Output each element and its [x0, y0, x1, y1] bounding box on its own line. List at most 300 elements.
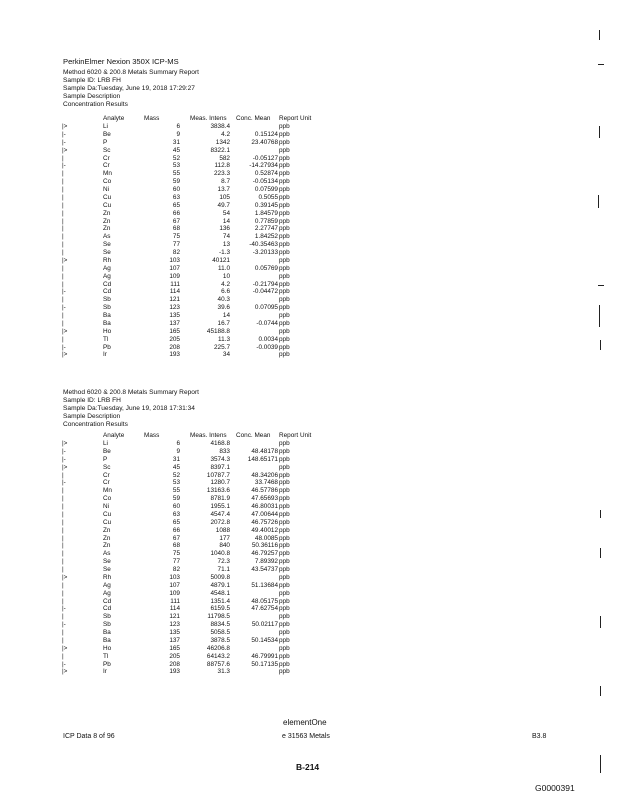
margin-mark [598, 195, 599, 208]
analyte-cell: Se [103, 566, 111, 573]
row-flag: | [62, 335, 64, 343]
intensity-cell: 14 [222, 217, 230, 225]
analyte-cell: Zn [103, 526, 111, 534]
mass-cell: 107 [169, 264, 180, 272]
table-row [60, 344, 350, 352]
intensity-cell: 840 [219, 542, 230, 550]
unit-cell: ppb [279, 636, 290, 644]
row-flag: | [62, 249, 64, 256]
table-row [60, 582, 350, 590]
table-row [60, 527, 350, 535]
analyte-cell: Cu [103, 518, 112, 526]
row-flag: | [62, 495, 64, 503]
analyte-cell: Ir [103, 668, 107, 676]
analyte-cell: Ba [103, 319, 111, 327]
table-row [60, 139, 350, 147]
intensity-cell: 64143.2 [206, 652, 230, 660]
row-flag: | [62, 193, 64, 201]
col-meas: Meas. Intens [190, 115, 227, 122]
conc-cell: 0.07095 [254, 304, 278, 312]
mass-cell: 205 [169, 335, 180, 343]
analyte-cell: Ir [103, 351, 107, 359]
unit-cell: ppb [279, 178, 290, 186]
conc-cell: 23.40768 [251, 138, 278, 146]
table-row [60, 170, 350, 178]
intensity-cell: 8.7 [221, 178, 230, 186]
unit-cell: ppb [279, 463, 290, 471]
conc-cell: 7.89392 [254, 558, 278, 566]
intensity-cell: 71.1 [217, 566, 230, 573]
table-row [60, 225, 350, 233]
table-row [60, 503, 350, 511]
analyte-cell: Zn [103, 217, 111, 225]
sample-description: Sample Description [63, 412, 121, 420]
table-row [60, 241, 350, 249]
intensity-cell: 3878.5 [210, 636, 230, 644]
analyte-cell: Cd [103, 280, 112, 288]
analyte-cell: Tl [103, 335, 109, 343]
row-flag: | [62, 652, 64, 660]
unit-cell: ppb [279, 550, 290, 558]
intensity-cell: 2072.8 [210, 518, 230, 526]
row-flag: |> [62, 256, 68, 264]
unit-cell: ppb [279, 170, 290, 178]
intensity-cell: 11.0 [218, 264, 230, 272]
conc-cell: 0.15124 [254, 130, 278, 138]
analyte-cell: Li [103, 123, 108, 130]
mass-cell: 75 [172, 550, 180, 558]
intensity-cell: 31.3 [217, 668, 230, 676]
col-mass: Mass [144, 432, 160, 439]
col-analyte: Analyte [103, 432, 125, 439]
intensity-cell: 833 [219, 447, 230, 455]
conc-cell: 50.36116 [251, 542, 278, 550]
unit-cell: ppb [279, 581, 290, 589]
table-row [60, 147, 350, 155]
mass-cell: 6 [176, 440, 180, 447]
intensity-cell: 46206.8 [206, 644, 230, 652]
table-row [60, 131, 350, 139]
intensity-cell: 13 [222, 241, 230, 249]
mass-cell: 55 [172, 170, 180, 178]
analyte-cell: Pb [103, 343, 111, 351]
table-row [60, 218, 350, 226]
row-flag: |> [62, 327, 68, 335]
analyte-cell: Zn [103, 225, 111, 233]
mass-cell: 109 [169, 272, 180, 280]
unit-cell: ppb [279, 241, 290, 249]
intensity-cell: 177 [219, 534, 230, 542]
unit-cell: ppb [279, 304, 290, 312]
conc-cell: 51.13684 [251, 581, 278, 589]
analyte-cell: Co [103, 178, 112, 186]
conc-cell: -3.20133 [252, 249, 278, 256]
mass-cell: 82 [172, 566, 180, 573]
analyte-cell: Se [103, 241, 111, 249]
table-row [60, 464, 350, 472]
mass-cell: 63 [172, 193, 180, 201]
mass-cell: 53 [172, 162, 180, 170]
mass-cell: 208 [169, 343, 180, 351]
margin-mark [600, 510, 601, 518]
conc-cell: 43.54737 [251, 566, 278, 573]
table-row [60, 186, 350, 194]
conc-cell: 1.84579 [254, 209, 278, 217]
analyte-cell: Sb [103, 621, 111, 629]
table-row [60, 296, 350, 304]
row-flag: |> [62, 644, 68, 652]
mass-cell: 111 [170, 280, 180, 288]
col-unit: Report Unit [279, 432, 312, 439]
results-label: Concentration Results [63, 100, 128, 108]
margin-mark [600, 616, 601, 628]
conc-cell: -0.05134 [252, 178, 278, 186]
row-flag: | [62, 272, 64, 280]
intensity-cell: 1280.7 [210, 479, 230, 487]
row-flag: | [62, 233, 64, 241]
analyte-cell: Rh [103, 256, 112, 264]
instrument-title: PerkinElmer Nexion 350X ICP-MS [63, 57, 179, 66]
analyte-cell: Ag [103, 589, 111, 597]
unit-cell: ppb [279, 138, 290, 146]
intensity-cell: 4.2 [221, 280, 230, 288]
table-row [60, 288, 350, 296]
intensity-cell: 1040.8 [210, 550, 230, 558]
mass-cell: 123 [169, 304, 180, 312]
table-row [60, 535, 350, 543]
unit-cell: ppb [279, 495, 290, 503]
analyte-cell: Sb [103, 296, 111, 304]
row-flag: |- [62, 130, 66, 138]
sample-id: Sample ID: LRB FH [63, 396, 121, 404]
table-row [60, 590, 350, 598]
mass-cell: 68 [172, 542, 180, 550]
unit-cell: ppb [279, 201, 290, 209]
table-row [60, 487, 350, 495]
margin-mark [600, 755, 601, 773]
mass-cell: 107 [169, 581, 180, 589]
mass-cell: 121 [169, 296, 180, 304]
mass-cell: 9 [176, 447, 180, 455]
mass-cell: 45 [172, 463, 180, 471]
row-flag: |- [62, 660, 66, 668]
results-table-2 [60, 432, 350, 676]
row-flag: | [62, 170, 64, 178]
analyte-cell: Ag [103, 581, 111, 589]
mass-cell: 59 [172, 495, 180, 503]
table-row [60, 336, 350, 344]
analyte-cell: Be [103, 447, 111, 455]
mass-cell: 114 [169, 288, 180, 296]
unit-cell: ppb [279, 123, 290, 130]
margin-mark [599, 305, 600, 327]
analyte-cell: Cu [103, 201, 112, 209]
unit-cell: ppb [279, 327, 290, 335]
table-row [60, 233, 350, 241]
row-flag: |- [62, 288, 66, 296]
intensity-cell: 1955.1 [210, 503, 230, 510]
row-flag: | [62, 225, 64, 233]
intensity-cell: 13163.6 [206, 487, 230, 495]
intensity-cell: 223.3 [214, 170, 230, 178]
conc-cell: 50.17135 [251, 660, 278, 668]
table-row [60, 210, 350, 218]
analyte-cell: Ag [103, 264, 111, 272]
analyte-cell: P [103, 455, 108, 463]
unit-cell: ppb [279, 487, 290, 495]
unit-cell: ppb [279, 440, 290, 447]
sample-date: Sample Da:Tuesday, June 19, 2018 17:29:27 [63, 84, 195, 92]
table-row [60, 155, 350, 163]
unit-cell: ppb [279, 613, 290, 621]
row-flag: | [62, 217, 64, 225]
intensity-cell: 6159.5 [210, 605, 230, 613]
sample-date: Sample Da:Tuesday, June 19, 2018 17:31:34 [63, 404, 195, 412]
mass-cell: 103 [169, 573, 180, 581]
unit-cell: ppb [279, 193, 290, 201]
col-conc: Conc. Mean [236, 432, 271, 439]
intensity-cell: 45188.8 [206, 327, 230, 335]
table-row [60, 668, 350, 676]
analyte-cell: Co [103, 495, 112, 503]
unit-cell: ppb [279, 455, 290, 463]
mass-cell: 45 [172, 146, 180, 154]
analyte-cell: Ba [103, 629, 111, 636]
unit-cell: ppb [279, 518, 290, 526]
conc-cell: 48.0085 [254, 534, 278, 542]
row-flag: | [62, 186, 64, 193]
conc-cell: 0.39145 [254, 201, 278, 209]
row-flag: |> [62, 440, 68, 447]
table-row [60, 653, 350, 661]
intensity-cell: 4879.1 [210, 581, 230, 589]
conc-cell: 46.57786 [251, 487, 278, 495]
table-row [60, 448, 350, 456]
unit-cell: ppb [279, 589, 290, 597]
intensity-cell: 40.3 [217, 296, 230, 304]
row-flag: |> [62, 463, 68, 471]
mass-cell: 109 [169, 589, 180, 597]
row-flag: |- [62, 304, 66, 312]
analyte-cell: Se [103, 249, 111, 256]
table-body [60, 123, 350, 359]
unit-cell: ppb [279, 526, 290, 534]
row-flag: | [62, 636, 64, 644]
mass-cell: 135 [169, 312, 180, 319]
unit-cell: ppb [279, 652, 290, 660]
report-1-header [63, 58, 199, 108]
mass-cell: 75 [172, 233, 180, 241]
mass-cell: 205 [169, 652, 180, 660]
table-row [60, 558, 350, 566]
mass-cell: 193 [169, 668, 180, 676]
conc-cell: 46.79991 [251, 652, 278, 660]
intensity-cell: 49.7 [217, 201, 230, 209]
row-flag: |- [62, 479, 66, 487]
conc-cell: 0.52874 [254, 170, 278, 178]
table-row [60, 542, 350, 550]
intensity-cell: 11.3 [218, 335, 230, 343]
intensity-cell: 74 [222, 233, 230, 241]
unit-cell: ppb [279, 264, 290, 272]
unit-cell: ppb [279, 558, 290, 566]
analyte-cell: Mn [103, 170, 112, 178]
analyte-cell: Cr [103, 479, 110, 487]
conc-cell: 46.80031 [251, 503, 278, 510]
intensity-cell: 54 [222, 209, 230, 217]
mass-cell: 77 [172, 241, 180, 249]
unit-cell: ppb [279, 335, 290, 343]
row-flag: |- [62, 455, 66, 463]
row-flag: |- [62, 605, 66, 613]
row-flag: |> [62, 573, 68, 581]
table-row [60, 312, 350, 320]
unit-cell: ppb [279, 542, 290, 550]
mass-cell: 63 [172, 510, 180, 518]
mass-cell: 31 [172, 455, 180, 463]
conc-cell: -0.21794 [252, 280, 278, 288]
analyte-cell: Zn [103, 542, 111, 550]
mass-cell: 208 [169, 660, 180, 668]
table-row [60, 351, 350, 359]
table-row [60, 202, 350, 210]
row-flag: | [62, 319, 64, 327]
analyte-cell: Be [103, 130, 111, 138]
margin-mark [598, 64, 604, 65]
row-flag: | [62, 510, 64, 518]
unit-cell: ppb [279, 343, 290, 351]
analyte-cell: Sc [103, 463, 111, 471]
method-line: Method 6020 & 200.8 Metals Summary Report [63, 68, 199, 76]
row-flag: |- [62, 138, 66, 146]
conc-cell: -40.35463 [249, 241, 278, 249]
analyte-cell: Sc [103, 146, 111, 154]
margin-mark [600, 686, 601, 696]
unit-cell: ppb [279, 186, 290, 193]
conc-cell: 0.77859 [254, 217, 278, 225]
analyte-cell: As [103, 550, 111, 558]
mass-cell: 66 [172, 526, 180, 534]
unit-cell: ppb [279, 605, 290, 613]
analyte-cell: Cr [103, 471, 110, 479]
analyte-cell: Pb [103, 660, 111, 668]
row-flag: |> [62, 351, 68, 359]
unit-cell: ppb [279, 233, 290, 241]
table-row [60, 456, 350, 464]
row-flag: |- [62, 621, 66, 629]
intensity-cell: 5009.8 [210, 573, 230, 581]
conc-cell: -14.27934 [249, 162, 278, 170]
table-row [60, 645, 350, 653]
row-flag: | [62, 209, 64, 217]
row-flag: | [62, 201, 64, 209]
intensity-cell: 4548.1 [210, 589, 230, 597]
analyte-cell: Sb [103, 613, 111, 621]
unit-cell: ppb [279, 130, 290, 138]
table-row [60, 511, 350, 519]
results-table-1 [60, 115, 350, 359]
table-row [60, 629, 350, 637]
intensity-cell: 3574.3 [210, 455, 230, 463]
table-row [60, 440, 350, 448]
margin-mark [599, 30, 600, 40]
table-row [60, 162, 350, 170]
intensity-cell: 136 [219, 225, 230, 233]
unit-cell: ppb [279, 668, 290, 676]
unit-cell: ppb [279, 249, 290, 256]
row-flag: | [62, 589, 64, 597]
table-row [60, 249, 350, 257]
table-row [60, 598, 350, 606]
analyte-cell: Ho [103, 327, 112, 335]
intensity-cell: 1342 [215, 138, 230, 146]
analyte-cell: Li [103, 440, 108, 447]
col-unit: Report Unit [279, 115, 312, 122]
table-row [60, 178, 350, 186]
table-header [60, 432, 350, 440]
conc-cell: 2.27747 [254, 225, 278, 233]
table-row [60, 566, 350, 574]
analyte-cell: Ho [103, 644, 112, 652]
intensity-cell: 10 [222, 272, 230, 280]
intensity-cell: 72.3 [217, 558, 230, 566]
mass-cell: 31 [172, 138, 180, 146]
table-row [60, 574, 350, 582]
conc-cell: 48.05175 [251, 597, 278, 605]
intensity-cell: 10787.7 [206, 471, 230, 479]
margin-mark [598, 285, 604, 286]
row-flag: | [62, 154, 64, 162]
conc-cell: -0.0039 [256, 343, 278, 351]
table-row [60, 194, 350, 202]
mass-cell: 60 [172, 503, 180, 510]
unit-cell: ppb [279, 146, 290, 154]
mass-cell: 114 [169, 605, 180, 613]
analyte-cell: Cd [103, 605, 112, 613]
row-flag: | [62, 264, 64, 272]
unit-cell: ppb [279, 217, 290, 225]
conc-cell: 47.62754 [251, 605, 278, 613]
unit-cell: ppb [279, 573, 290, 581]
mass-cell: 67 [172, 217, 180, 225]
footer-brand: elementOne [283, 718, 327, 727]
mass-cell: 68 [172, 225, 180, 233]
mass-cell: 77 [172, 558, 180, 566]
conc-cell: 0.0034 [258, 335, 278, 343]
analyte-cell: Zn [103, 209, 111, 217]
row-flag: |> [62, 146, 68, 154]
unit-cell: ppb [279, 621, 290, 629]
conc-cell: 0.5055 [258, 193, 278, 201]
col-meas: Meas. Intens [190, 432, 227, 439]
intensity-cell: 13.7 [217, 186, 230, 193]
margin-mark [600, 548, 601, 558]
row-flag: | [62, 296, 64, 304]
conc-cell: 0.05769 [254, 264, 278, 272]
conc-cell: 46.79257 [251, 550, 278, 558]
unit-cell: ppb [279, 644, 290, 652]
intensity-cell: 3838.4 [210, 123, 230, 130]
analyte-cell: P [103, 138, 108, 146]
row-flag: | [62, 550, 64, 558]
conc-cell: 48.48178 [251, 447, 278, 455]
table-row [60, 613, 350, 621]
unit-cell: ppb [279, 479, 290, 487]
mass-cell: 6 [176, 123, 180, 130]
row-flag: | [62, 241, 64, 249]
footer-left: ICP Data 8 of 96 [63, 733, 115, 740]
unit-cell: ppb [279, 566, 290, 573]
